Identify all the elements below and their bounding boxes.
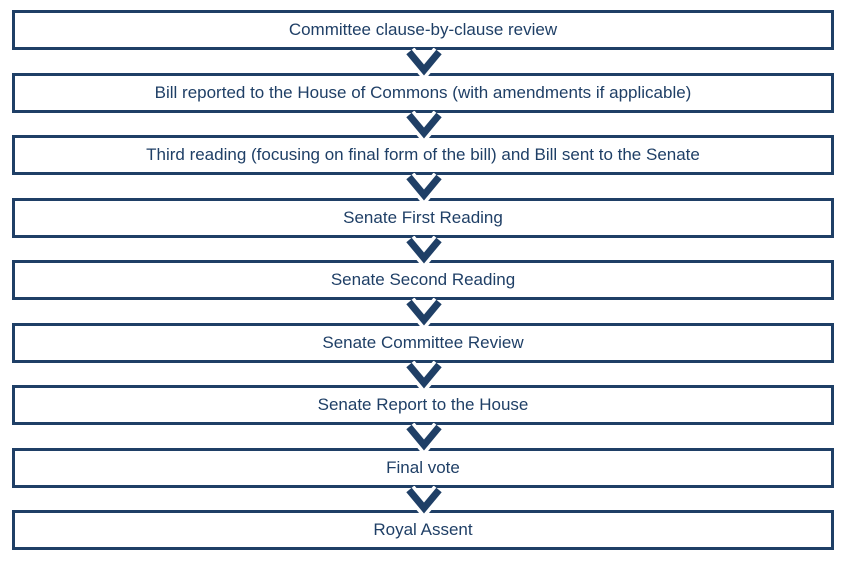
step-senate-committee-review <box>12 323 834 363</box>
step-bill-reported <box>12 73 834 113</box>
chevron-down-icon <box>405 423 443 453</box>
chevron-down-icon <box>405 361 443 391</box>
chevron-down-icon <box>405 111 443 141</box>
step-label: Bill reported to the House of Commons (with amendments if applicable) <box>154 83 692 102</box>
step-label: Committee clause-by-clause review <box>288 20 558 39</box>
step-committee-review <box>12 10 834 50</box>
step-senate-report <box>12 385 834 425</box>
step-final-vote <box>12 448 834 488</box>
step-label: Royal Assent <box>373 520 473 539</box>
step-senate-second-reading <box>12 260 834 300</box>
step-label: Senate First Reading <box>343 208 503 227</box>
step-label: Final vote <box>386 458 460 477</box>
step-senate-first-reading <box>12 198 834 238</box>
step-label: Senate Second Reading <box>330 270 516 289</box>
step-label: Senate Committee Review <box>322 333 524 352</box>
chevron-down-icon <box>405 236 443 266</box>
step-label: Third reading (focusing on final form of the bill) and Bill sent to the Senate <box>146 145 700 164</box>
step-label: Senate Report to the House <box>317 395 529 414</box>
chevron-down-icon <box>405 173 443 203</box>
chevron-down-icon <box>405 48 443 78</box>
chevron-down-icon <box>405 486 443 516</box>
step-third-reading <box>12 135 834 175</box>
chevron-down-icon <box>405 298 443 328</box>
step-royal-assent <box>12 510 834 550</box>
